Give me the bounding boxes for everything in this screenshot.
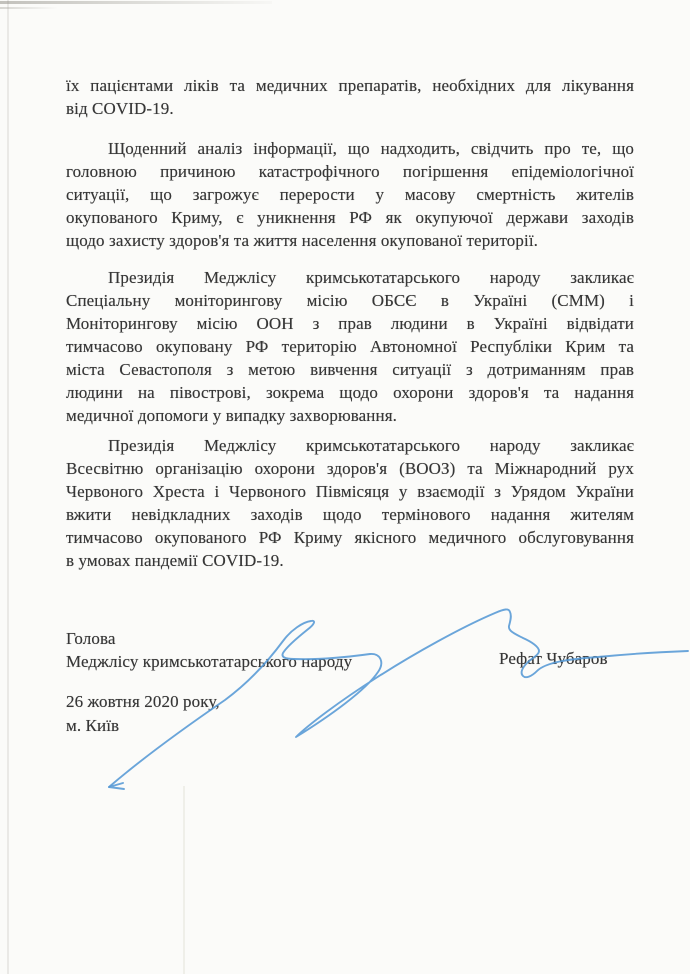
text-line: щодо захисту здоров'я та життя населення окупованої території. bbox=[66, 231, 538, 250]
text-line: медичної допомоги у випадку захворювання. bbox=[66, 406, 397, 425]
document-place: м. Київ bbox=[66, 716, 120, 735]
text-line: тимчасово окуповану РФ територію Автономної Республіки Крим та bbox=[66, 337, 634, 356]
text-line: тимчасово окупованого РФ Криму якісного медичного обслуговування bbox=[66, 528, 634, 547]
text-line: людини на півострові, зокрема щодо охорони здоров'я та надання bbox=[66, 383, 634, 402]
text-line: Моніторингову місію ООН з прав людини в Україні відвідати bbox=[66, 314, 634, 333]
text-line: ситуації, що загрожує перерости у масову смертність жителів bbox=[66, 185, 634, 204]
text-line: окупованого Криму, є уникнення РФ як окупуючої держави заходів bbox=[66, 208, 634, 227]
text-line: Спеціальну моніторингову місію ОБСЄ в Україні (СММ) і bbox=[66, 291, 634, 310]
document-date: 26 жовтня 2020 року, bbox=[66, 692, 220, 711]
paragraph bbox=[66, 434, 634, 572]
text-line: Президія Меджлісу кримськотатарського народу закликає bbox=[108, 268, 634, 287]
text-line: їх пацієнтами ліків та медичних препаратів, необхідних для лікування bbox=[66, 76, 634, 95]
text-line: Щоденний аналіз інформації, що надходить, свідчить про те, що bbox=[108, 139, 634, 158]
text-line: міста Севастополя з метою вивчення ситуації з дотриманням прав bbox=[66, 360, 634, 379]
text-line: вжити невідкладних заходів щодо термінового надання жителям bbox=[66, 505, 634, 524]
signer-name: Рефат Чубаров bbox=[499, 649, 608, 668]
text-line: Червоного Хреста і Червоного Півмісяця у взаємодії з Урядом України bbox=[66, 482, 634, 501]
signoff-role-line-2: Меджлісу кримськотатарського народу bbox=[66, 652, 353, 671]
paragraph bbox=[66, 74, 634, 120]
text-line: від COVID-19. bbox=[66, 99, 174, 118]
paragraph bbox=[66, 266, 634, 427]
text-line: Всесвітню організацію охорони здоров'я (ВООЗ) та Міжнародний рух bbox=[66, 459, 634, 478]
paragraph bbox=[66, 137, 634, 252]
text-line: головною причиною катастрофічного погіршення епідеміологічної bbox=[66, 162, 634, 181]
text-line: Президія Меджлісу кримськотатарського народу закликає bbox=[108, 436, 634, 455]
text-line: в умовах пандемії COVID-19. bbox=[66, 551, 284, 570]
signoff-role-line-1: Голова bbox=[66, 629, 116, 648]
